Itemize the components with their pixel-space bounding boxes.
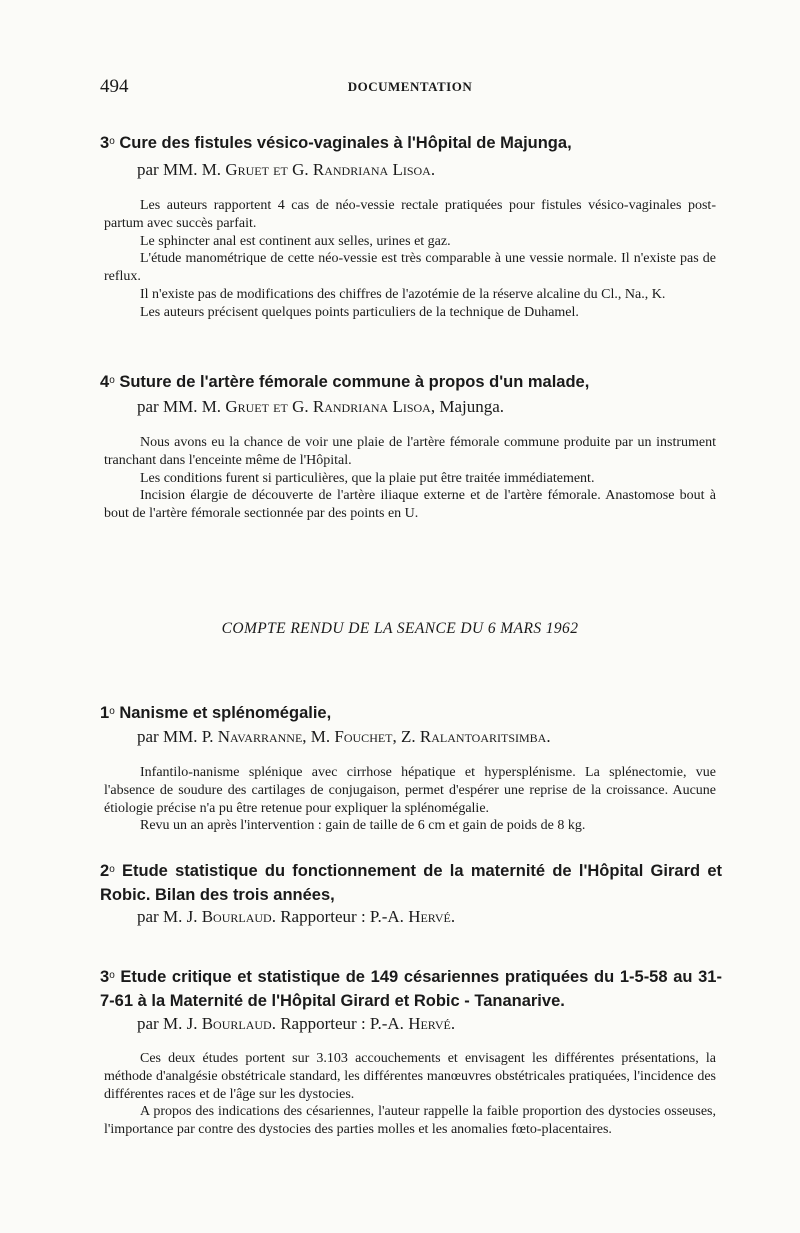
section-body (104, 434, 716, 523)
author-byline: par M. J. Bourlaud. Rapporteur : P.-A. Hervé. (137, 1014, 456, 1033)
paragraph: Infantilo-nanisme splénique avec cirrhose hépatique et hypersplénisme. La splénectomie, vue l'absence de soudure des cartilages de conjugaison, permet d'espérer une reprise de la croissance. Aucune étiologie précise n'a pu être retenue pour expliquer la splénomégalie. (104, 765, 716, 816)
section-body (104, 197, 716, 322)
paragraph: Les conditions furent si particulières, que la plaie put être traitée immédiatement. (140, 470, 595, 486)
section-title: 4$^o$ Suture de l'artère fémorale commune à propos d'un malade, (100, 373, 590, 391)
section-title-text: Suture de l'artère fémorale commune à propos d'un malade, (119, 373, 590, 391)
paragraph: Ces deux études portent sur 3.103 accouchements et envisagent les différentes présentations, la méthode d'analgésie obstétricale standard, les différentes manœuvres obstétricales pratiquées, l'incidence des différentes races et de l'âge sur les dystocies. (104, 1051, 716, 1102)
paragraph: Il n'existe pas de modifications des chiffres de l'azotémie de la réserve alcaline du Cl., Na., K. (140, 286, 666, 302)
section-title: 2$^o$ Etude statistique du fonctionnement de la maternité de l'Hôpital Girard et Robic. Bilan des trois années, (100, 862, 722, 904)
session-heading: COMPTE RENDU DE LA SEANCE DU 6 MARS 1962 (221, 620, 579, 637)
paragraph: Les auteurs précisent quelques points particuliers de la technique de Duhamel. (140, 304, 579, 320)
author-byline: par MM. M. Gruet et G. Randriana Lisoa. (137, 160, 436, 179)
section-title: 1$^o$ Nanisme et splénomégalie, (100, 704, 332, 722)
section-title-text: Nanisme et splénomégalie, (119, 704, 332, 722)
author-byline: par MM. P. Navarranne, M. Fouchet, Z. Ralantoaritsimba. (137, 727, 551, 746)
paragraph: Le sphincter anal est continent aux selles, urines et gaz. (140, 233, 451, 249)
paragraph: Les auteurs rapportent 4 cas de néo-vessie rectale pratiquées pour fistules vésico-vaginales post-partum avec succès parfait. (104, 198, 716, 231)
section-title-text: Etude statistique du fonctionnement de la maternité de l'Hôpital Girard et Robic. Bilan des trois années, (100, 862, 722, 904)
section-body (104, 1050, 716, 1139)
running-title: DOCUMENTATION (347, 79, 473, 94)
paragraph: Revu un an après l'intervention : gain de taille de 6 cm et gain de poids de 8 kg. (140, 818, 586, 834)
section-title: 3$^o$ Cure des fistules vésico-vaginales à l'Hôpital de Majunga, (100, 134, 572, 152)
page-number: 494 (100, 76, 129, 97)
page-header (100, 76, 720, 100)
paragraph: L'étude manométrique de cette néo-vessie est très comparable à une vessie normale. Il n'existe pas de reflux. (104, 251, 716, 285)
paragraph: Nous avons eu la chance de voir une plaie de l'artère fémorale commune produite par un instrument tranchant dans l'enceinte même de l'Hôpital. (104, 435, 716, 468)
section-title: 3$^o$ Etude critique et statistique de 149 césariennes pratiquées du 1-5-58 au 31-7-61 à la Maternité de l'Hôpital Girard et Robic - Tananarive. (100, 968, 722, 1010)
section-title-text: Etude critique et statistique de 149 césariennes pratiquées du 1-5-58 au 31-7-61 à la Maternité de l'Hôpital Girard et Robic - Tananarive. (100, 968, 722, 1010)
section-body (104, 764, 716, 835)
author-byline: par M. J. Bourlaud. Rapporteur : P.-A. Hervé. (137, 907, 456, 926)
section-title-text: Cure des fistules vésico-vaginales à l'Hôpital de Majunga, (119, 134, 572, 152)
author-byline: par MM. M. Gruet et G. Randriana Lisoa, Majunga. (137, 397, 505, 416)
paragraph: A propos des indications des césariennes, l'auteur rappelle la faible proportion des dystocies osseuses, l'importance par contre des dystocies des parties molles et les anomalies fœto-placentaires. (104, 1104, 716, 1138)
paragraph: Incision élargie de découverte de l'artère iliaque externe et de l'artère fémorale. Anastomose bout à bout de l'artère fémorale sectionnée par des points en U. (104, 488, 716, 522)
